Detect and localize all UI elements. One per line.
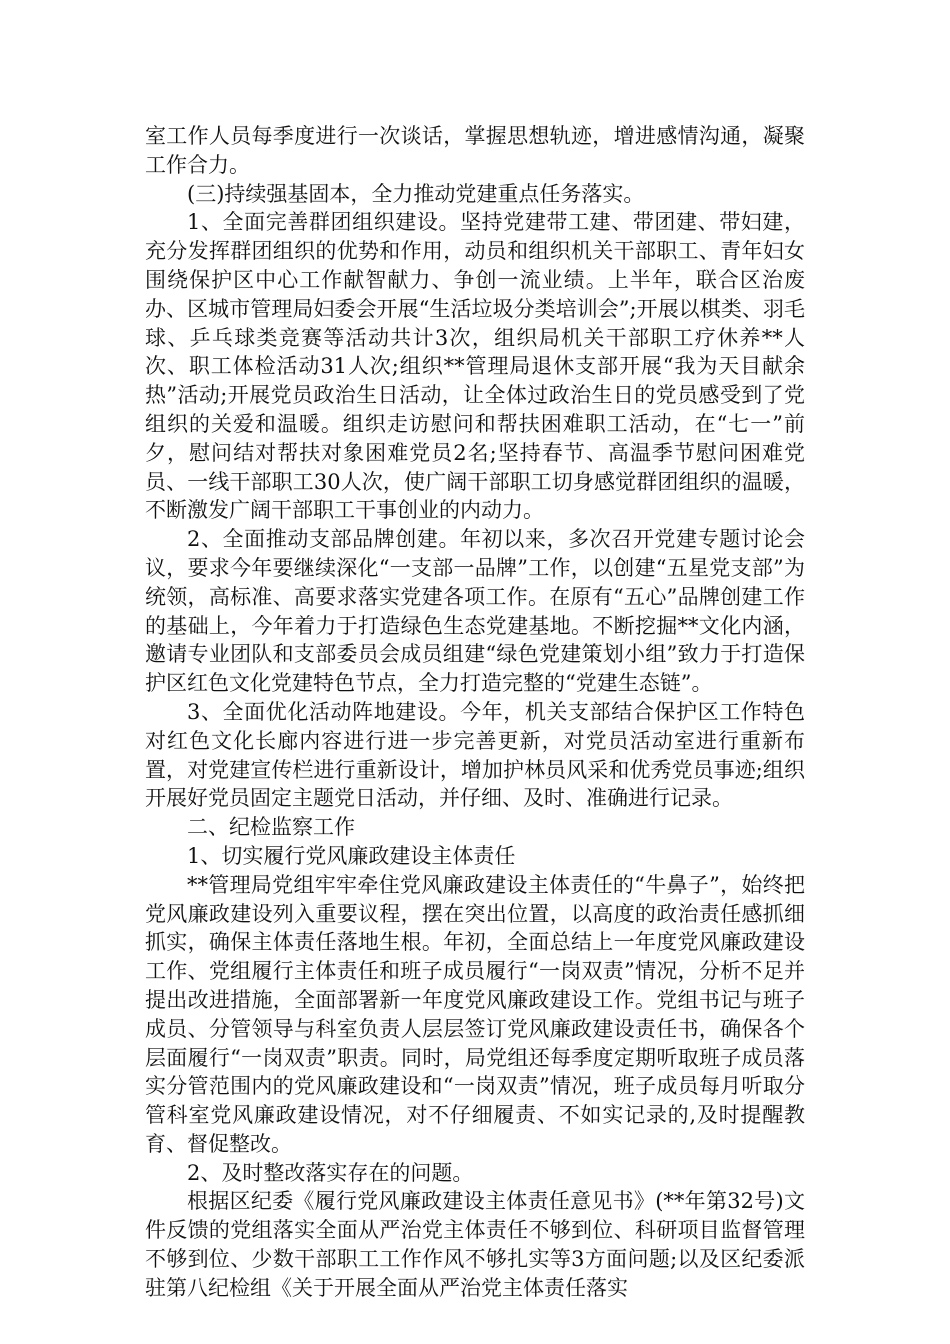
paragraph-branch-brand: 2、全面推动支部品牌创建。年初以来，多次召开党建专题讨论会议，要求今年要继续深化“一支部一品牌”工作，以创建“五星党支部”为统领，高标准、高要求落实党建各项工作。在原有“五心”品牌创建工作的基础上，今年着力于打造绿色生态党建基地。不断挖掘**文化内涵，邀请专业团队和支部委员会成员组建“绿色党建策划小组”致力于打造保护区红色文化党建特色节点，全力打造完整的“党建生态链”。: [145, 527, 805, 696]
paragraph-activity-venues: 3、全面优化活动阵地建设。今年，机关支部结合保护区工作特色对红色文化长廊内容进行进一步完善更新，对党员活动室进行重新布置，对党建宣传栏进行重新设计，增加护林员风采和优秀党员事迹;组织开展好党员固定主题党日活动，并仔细、及时、准确进行记录。: [145, 699, 805, 811]
document-body: [145, 122, 805, 1303]
subheading-responsibility: 1、切实履行党风廉政建设主体责任: [187, 843, 516, 868]
paragraph-continuation: 室工作人员每季度进行一次谈话，掌握思想轨迹，增进感情沟通，凝聚工作合力。: [145, 124, 805, 177]
paragraph-responsibility: **管理局党组牢牢牵住党风廉政建设主体责任的“牛鼻子”，始终把党风廉政建设列入重要议程，摆在突出位置，以高度的政治责任感抓细抓实，确保主体责任落地生根。年初，全面总结上一年度党风廉政建设工作、党组履行主体责任和班子成员履行“一岗双责”情况，分析不足并提出改进措施，全面部署新一年度党风廉政建设工作。党组书记与班子成员、分管领导与科室负责人层层签订党风廉政建设责任书，确保各个层面履行“一岗双责”职责。同时，局党组还每季度定期听取班子成员落实分管范围内的党风廉政建设和“一岗双责”情况，班子成员每月听取分管科室党风廉政建设情况，对不仔细履责、不如实记录的,及时提醒教育、督促整改。: [145, 872, 805, 1156]
paragraph-mass-organizations: 1、全面完善群团组织建设。坚持党建带工建、带团建、带妇建，充分发挥群团组织的优势和作用，动员和组织机关干部职工、青年妇女围绕保护区中心工作献智献力、争创一流业绩。上半年，联合区治废办、区城市管理局妇委会开展“生活垃圾分类培训会”;开展以棋类、羽毛球、乒乓球类竞赛等活动共计3次，组织局机关干部职工疗休养**人次、职工体检活动31人次;组织**管理局退休支部开展“我为天目献余热”活动;开展党员政治生日活动，让全体过政治生日的党员感受到了党组织的关爱和温暖。组织走访慰问和帮扶困难职工活动，在“七一”前夕，慰问结对帮扶对象困难党员2名;坚持春节、高温季节慰问困难党员、一线干部职工30人次，使广阔干部职工切身感觉群团组织的温暖，不断激发广阔干部职工干事创业的内动力。: [145, 210, 805, 523]
section-heading-3: (三)持续强基固本，全力推动党建重点任务落实。: [187, 181, 645, 206]
section-heading-discipline: 二、纪检监察工作: [187, 815, 355, 840]
paragraph-rectification: 根据区纪委《履行党风廉政建设主体责任意见书》(**年第32号)文件反馈的党组落实全面从严治党主体责任不够到位、科研项目监督管理不够到位、少数干部职工工作作风不够扎实等3方面问题;以及区纪委派驻第八纪检组《关于开展全面从严治党主体责任落实: [145, 1189, 805, 1300]
subheading-rectification: 2、及时整改落实存在的问题。: [187, 1160, 474, 1185]
